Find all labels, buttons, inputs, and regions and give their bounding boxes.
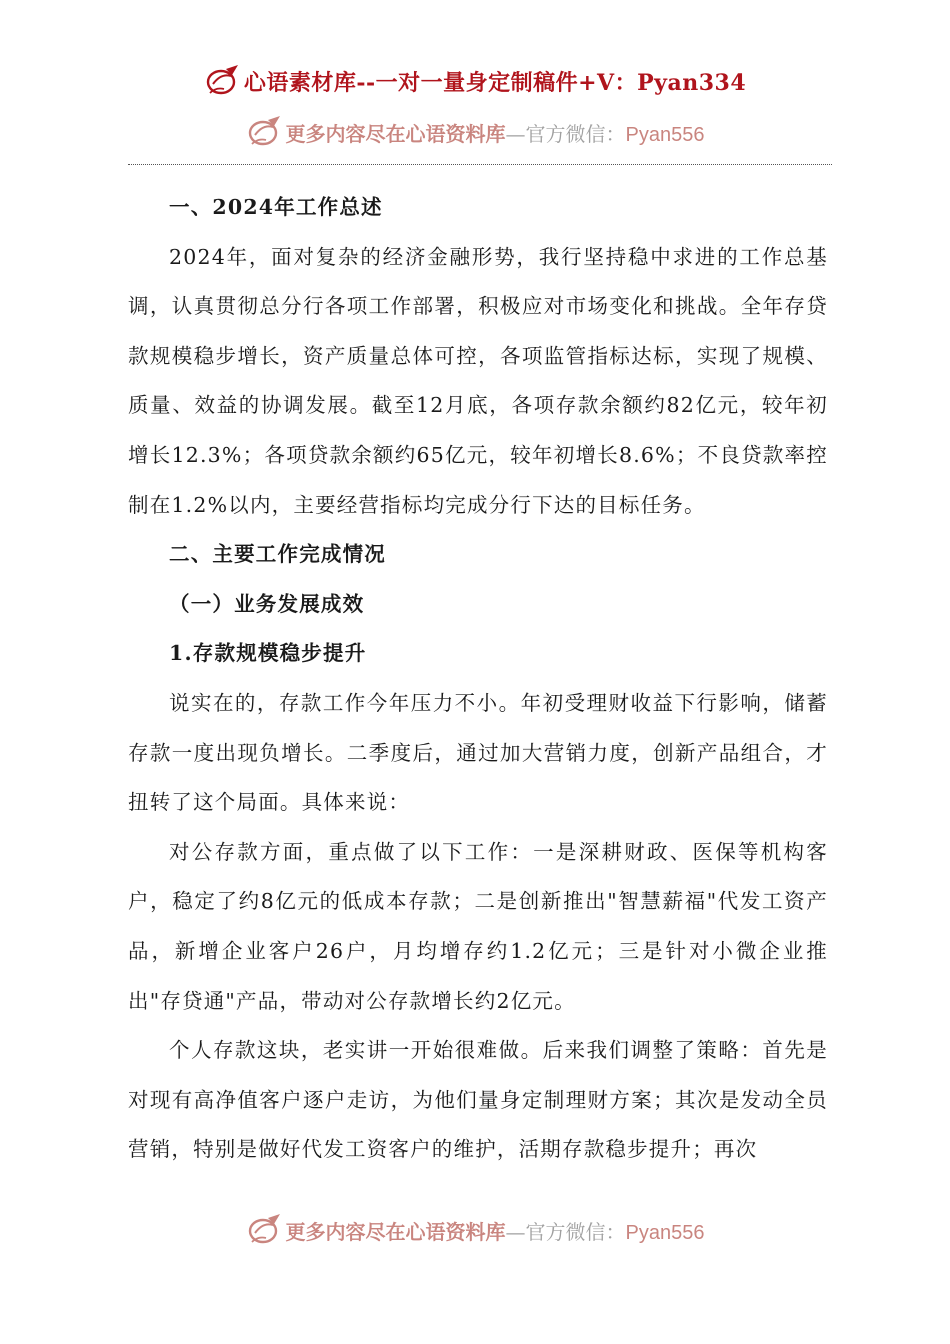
footer-sep: —官方微信： (505, 1219, 626, 1244)
footer-text (286, 1216, 705, 1245)
paragraph-4: 个人存款这块，老实讲一开始很难做。后来我们调整了策略：首先是对现有高净值客户逐户走访，为他们量身定制理财方案；其次是发动全员营销，特别是做好代发工资客户的维护，活期存款稳步提升；再次 (128, 1038, 828, 1162)
footer-main: 更多内容尽在心语资料库 (285, 1219, 506, 1244)
subsection-heading-1: （一）业务发展成效 (169, 591, 365, 616)
header-title: 心语素材库--一对一量身定制稿件+V：Pyan334 (243, 69, 747, 96)
header-banner (0, 60, 950, 102)
section-heading-1: 一、2024年工作总述 (169, 195, 383, 219)
paragraph-3: 对公存款方面，重点做了以下工作：一是深耕财政、医保等机构客户，稳定了约8亿元的低成本存款；二是创新推出"智慧薪福"代发工资产品，新增企业客户26户，月均增存约1.2亿元；三是针对小微企业推出"存贷通"产品，带动对公存款增长约2亿元。 (128, 839, 828, 1013)
brand-logo-icon (204, 63, 242, 99)
section-heading-2: 二、主要工作完成情况 (169, 542, 386, 567)
document-body (128, 183, 828, 1175)
footer-logo-icon (246, 1212, 284, 1248)
header-watermark (0, 112, 950, 152)
item-heading-1: 1.存款规模稳步提升 (169, 641, 367, 666)
paragraph-2: 说实在的，存款工作今年压力不小。年初受理财收益下行影响，储蓄存款一度出现负增长。二季度后，通过加大营销力度，创新产品组合，才扭转了这个局面。具体来说： (128, 690, 828, 815)
watermark-logo-icon (246, 114, 284, 150)
footer-id: Pyan556 (625, 1221, 705, 1244)
watermark-sep: —官方微信： (505, 121, 626, 146)
header-divider (128, 164, 832, 165)
footer-watermark (0, 1208, 950, 1252)
watermark-id: Pyan556 (625, 123, 705, 146)
paragraph-1: 2024年，面对复杂的经济金融形势，我行坚持稳中求进的工作总基调，认真贯彻总分行各项工作部署，积极应对市场变化和挑战。全年存贷款规模稳步增长，资产质量总体可控，各项监管指标达标，实现了规模、质量、效益的协调发展。截至12月底，各项存款余额约82亿元，较年初增长12.3%；各项贷款余额约65亿元，较年初增长8.6%；不良贷款率控制在1.2%以内，主要经营指标均完成分行下达的目标任务。 (128, 244, 828, 517)
watermark-main: 更多内容尽在心语资料库 (285, 121, 506, 146)
watermark-text (286, 118, 705, 147)
